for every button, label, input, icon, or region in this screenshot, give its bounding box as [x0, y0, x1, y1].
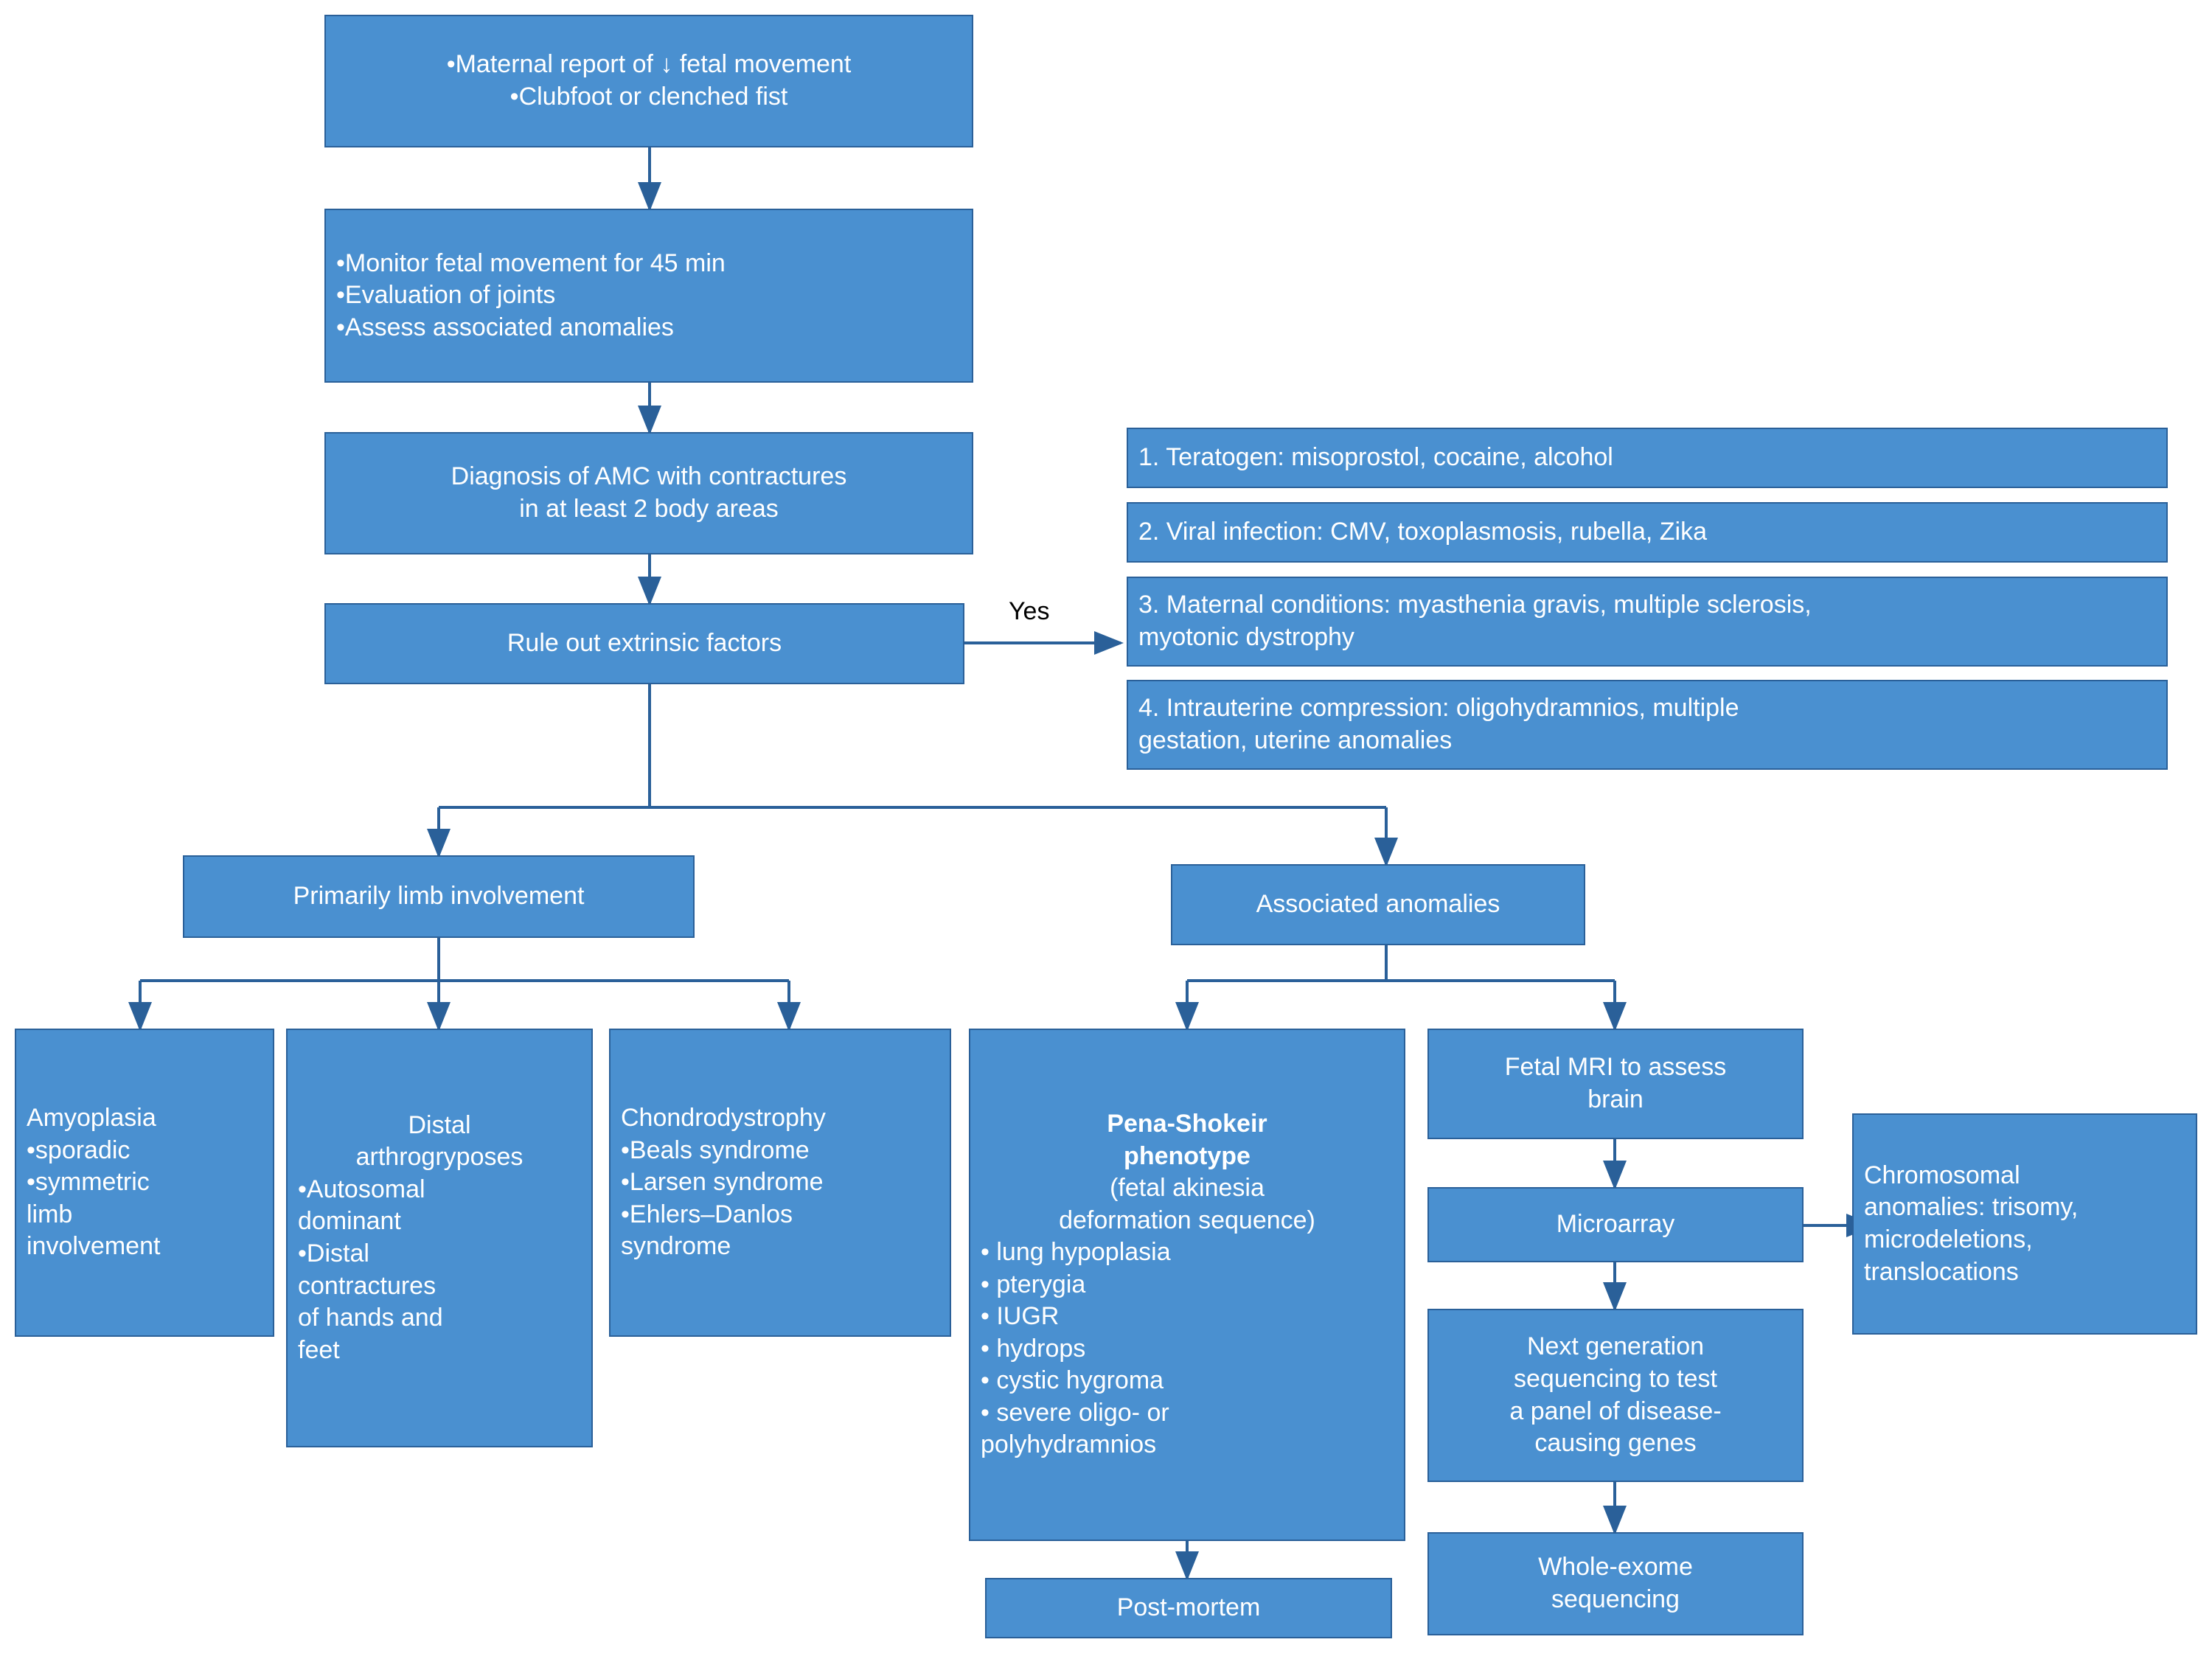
- node-line: phenotype: [1124, 1141, 1251, 1170]
- node-fetal-mri[interactable]: [1427, 1029, 1804, 1139]
- node-line: •sporadic: [27, 1135, 131, 1164]
- node-line: deformation sequence): [1059, 1206, 1315, 1234]
- node-line: a panel of disease-: [1509, 1397, 1722, 1425]
- node-line: syndrome: [621, 1232, 731, 1261]
- node-line: feet: [298, 1335, 340, 1364]
- node-line: 3. Maternal conditions: myasthenia gravis, multiple sclerosis,: [1138, 591, 1812, 619]
- node-line: sequencing to test: [1514, 1364, 1717, 1393]
- node-post-mortem[interactable]: [985, 1578, 1392, 1638]
- node-rule-out-extrinsic-factors[interactable]: [324, 603, 964, 684]
- node-whole-exome-sequencing[interactable]: [1427, 1532, 1804, 1635]
- node-line: • IUGR: [981, 1302, 1060, 1331]
- node-line: causing genes: [1534, 1429, 1697, 1458]
- node-line: anomalies: trisomy,: [1864, 1193, 2079, 1222]
- node-line: •Monitor fetal movement for 45 min: [336, 248, 726, 277]
- node-diagnosis[interactable]: [324, 432, 973, 554]
- node-primarily-limb-involvement[interactable]: [183, 855, 695, 938]
- node-extrinsic-maternal-conditions[interactable]: [1127, 577, 2168, 667]
- node-line: •symmetric: [27, 1168, 150, 1197]
- node-line: 1. Teratogen: misoprostol, cocaine, alcohol: [1138, 443, 1613, 472]
- node-line: limb: [27, 1200, 73, 1228]
- node-line: • cystic hygroma: [981, 1366, 1164, 1395]
- node-extrinsic-teratogen[interactable]: [1127, 428, 2168, 488]
- node-microarray[interactable]: [1427, 1187, 1804, 1262]
- node-line: •Evaluation of joints: [336, 281, 556, 310]
- node-extrinsic-viral-infection[interactable]: [1127, 502, 2168, 563]
- node-line: of hands and: [298, 1304, 443, 1332]
- node-line: •Distal: [298, 1239, 369, 1267]
- node-line: Rule out extrinsic factors: [507, 629, 782, 658]
- node-line: Post-mortem: [1116, 1593, 1261, 1622]
- node-line: Chromosomal: [1864, 1161, 2020, 1189]
- node-line: translocations: [1864, 1257, 2019, 1286]
- node-line: • hydrops: [981, 1334, 1086, 1363]
- node-line: Chondrodystrophy: [621, 1104, 826, 1133]
- node-line: Fetal MRI to assess: [1504, 1053, 1727, 1082]
- node-line: 4. Intrauterine compression: oligohydramnios, multiple: [1138, 694, 1739, 723]
- node-line: •Beals syndrome: [621, 1135, 810, 1164]
- node-associated-anomalies[interactable]: [1171, 864, 1585, 945]
- node-amyoplasia[interactable]: [15, 1029, 274, 1337]
- node-line: in at least 2 body areas: [519, 495, 779, 523]
- node-line: Whole-exome: [1538, 1553, 1693, 1582]
- node-line: 2. Viral infection: CMV, toxoplasmosis, rubella, Zika: [1138, 518, 1708, 546]
- node-line: myotonic dystrophy: [1138, 623, 1354, 651]
- node-line: •Maternal report of ↓ fetal movement: [446, 50, 852, 79]
- node-line: Pena-Shokeir: [1107, 1110, 1267, 1138]
- node-line: dominant: [298, 1207, 401, 1236]
- node-distal-arthrogryposes[interactable]: [286, 1029, 593, 1447]
- node-next-generation-sequencing[interactable]: [1427, 1309, 1804, 1482]
- node-line: •Ehlers–Danlos: [621, 1200, 793, 1228]
- node-line: brain: [1587, 1085, 1644, 1113]
- node-line: (fetal akinesia: [1110, 1174, 1265, 1203]
- node-line: gestation, uterine anomalies: [1138, 726, 1453, 754]
- node-line: •Assess associated anomalies: [336, 313, 674, 341]
- node-line: •Larsen syndrome: [621, 1168, 824, 1197]
- node-extrinsic-intrauterine-compression[interactable]: [1127, 680, 2168, 770]
- node-line: contractures: [298, 1271, 437, 1300]
- node-line: Next generation: [1526, 1332, 1705, 1361]
- node-line: Primarily limb involvement: [293, 882, 585, 911]
- node-line: •Clubfoot or clenched fist: [509, 83, 788, 111]
- node-presentation[interactable]: [324, 15, 973, 147]
- node-line: • pterygia: [981, 1270, 1086, 1298]
- node-line: sequencing: [1551, 1585, 1680, 1613]
- node-monitor[interactable]: [324, 209, 973, 383]
- node-line: arthrogryposes: [355, 1143, 524, 1172]
- node-line: Distal: [408, 1110, 471, 1139]
- node-chondrodystrophy[interactable]: [609, 1029, 951, 1337]
- node-line: • severe oligo- or: [981, 1398, 1169, 1427]
- edge-label-yes: Yes: [1009, 597, 1050, 625]
- node-line: • lung hypoplasia: [981, 1238, 1171, 1267]
- node-chromosomal-anomalies[interactable]: [1852, 1113, 2197, 1335]
- node-line: microdeletions,: [1864, 1225, 2033, 1253]
- node-pena-shokeir-phenotype[interactable]: [969, 1029, 1405, 1541]
- node-line: Microarray: [1556, 1210, 1675, 1239]
- node-line: polyhydramnios: [981, 1430, 1157, 1459]
- node-line: •Autosomal: [298, 1175, 425, 1203]
- node-line: Amyoplasia: [27, 1104, 156, 1133]
- node-line: involvement: [27, 1232, 161, 1261]
- node-line: Diagnosis of AMC with contractures: [451, 462, 847, 491]
- node-line: Associated anomalies: [1256, 890, 1500, 919]
